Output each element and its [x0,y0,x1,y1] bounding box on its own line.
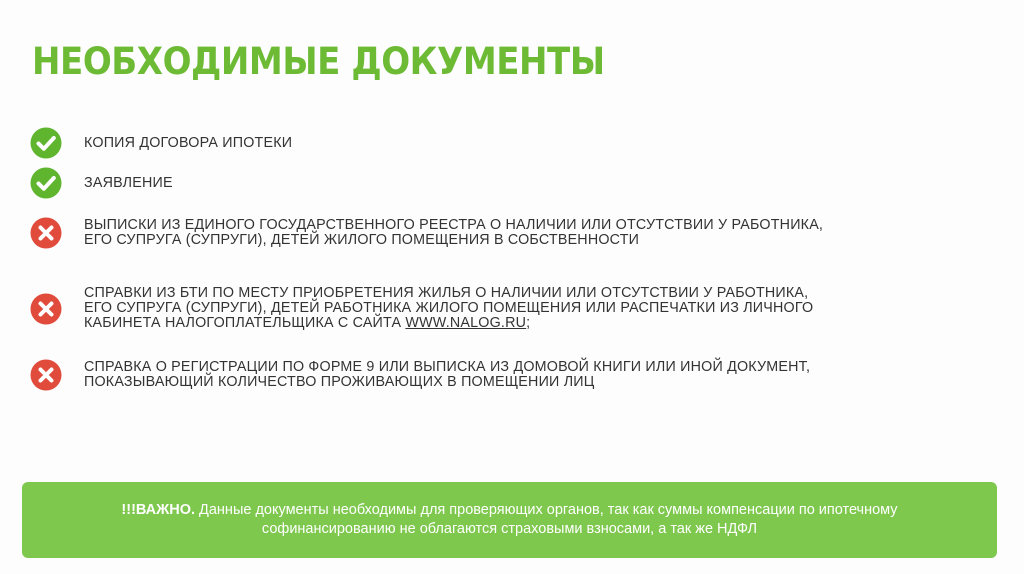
list-item [30,167,173,199]
item-text: ЗАЯВЛЕНИЕ [84,174,173,191]
note-body: Данные документы необходимы для проверяющих органов, так как суммы компенсации по ипотечному софинансированию не облагаются страховыми взносами, а так же НДФЛ [195,502,898,537]
list-item [30,127,292,159]
cross-icon [30,359,62,391]
item-text: КОПИЯ ДОГОВОРА ИПОТЕКИ [84,134,293,151]
cross-icon [30,293,62,325]
list-item [30,217,823,249]
item-text: ВЫПИСКИ ИЗ ЕДИНОГО ГОСУДАРСТВЕННОГО РЕЕСТРА О НАЛИЧИИ ИЛИ ОТСУТСТВИИ У РАБОТНИКА, ЕГО СУПРУГА (СУПРУГИ), ДЕТЕЙ ЖИЛОГО ПОМЕЩЕНИЯ В СОБСТВЕННОСТИ [84,217,824,248]
note-bold: !!!ВАЖНО. [121,502,196,518]
item-text: СПРАВКА О РЕГИСТРАЦИИ ПО ФОРМЕ 9 ИЛИ ВЫПИСКА ИЗ ДОМОВОЙ КНИГИ ИЛИ ИНОЙ ДОКУМЕНТ, ПОКАЗЫВАЮЩИЙ КОЛИЧЕСТВО ПРОЖИВАЮЩИХ В ПОМЕЩЕНИИ ЛИЦ [84,359,811,390]
item-text-main: СПРАВКИ ИЗ БТИ ПО МЕСТУ ПРИОБРЕТЕНИЯ ЖИЛЬЯ О НАЛИЧИИ ИЛИ ОТСУТСТВИИ У РАБОТНИКА, ЕГО СУПРУГА (СУПРУГИ), ДЕТЕЙ РАБОТНИКА ЖИЛОГО ПОМЕЩЕНИЯ ИЛИ РАСПЕЧАТКИ ИЗ ЛИЧНОГО КАБИНЕТА НАЛОГОПЛАТЕЛЬЩИКА С САЙТА [84,285,814,331]
important-note [22,482,997,558]
list-item [30,359,810,391]
note-text [100,501,920,539]
item-text [84,286,813,331]
page-title: НЕОБХОДИМЫЕ ДОКУМЕНТЫ [32,40,605,83]
cross-icon [30,217,62,249]
item-text-after: ; [526,315,531,331]
check-icon [30,127,62,159]
check-icon [30,167,62,199]
nalog-link[interactable]: WWW.NALOG.RU [405,315,527,331]
list-item [30,286,813,331]
